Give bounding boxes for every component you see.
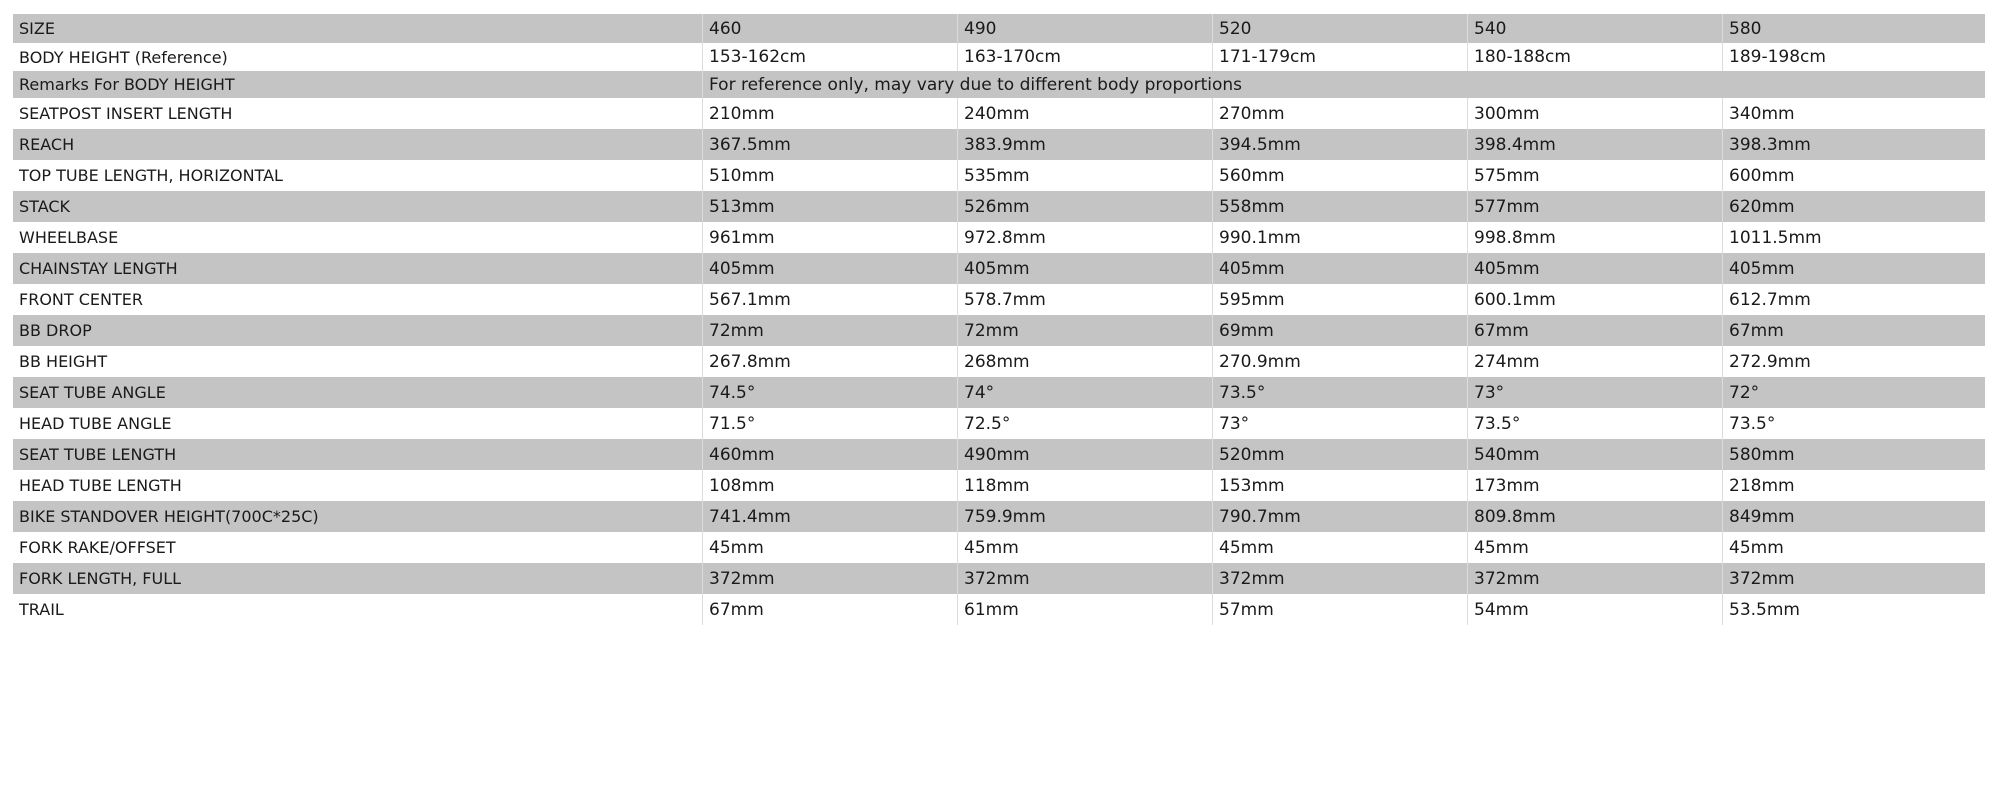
table-cell: 73.5°	[1722, 408, 1985, 439]
table-cell: 189-198cm	[1722, 43, 1985, 71]
row-label: FORK LENGTH, FULL	[19, 569, 182, 588]
row-label: CHAINSTAY LENGTH	[19, 259, 178, 278]
table-cell: 270mm	[1212, 98, 1467, 129]
table-cell: 558mm	[1212, 191, 1467, 222]
table-cell: 405mm	[957, 253, 1212, 284]
table-cell: 45mm	[1467, 532, 1722, 563]
table-cell: 153mm	[1212, 470, 1467, 501]
table-cell: 73°	[1467, 377, 1722, 408]
table-cell: 990.1mm	[1212, 222, 1467, 253]
table-cell: 849mm	[1722, 501, 1985, 532]
table-cell: 54mm	[1467, 594, 1722, 625]
table-cell: 560mm	[1212, 160, 1467, 191]
table-cell: 108mm	[702, 470, 957, 501]
table-cell: 526mm	[957, 191, 1212, 222]
table-cell: 398.4mm	[1467, 129, 1722, 160]
row-label: SEATPOST INSERT LENGTH	[19, 104, 233, 123]
table-cell: 620mm	[1722, 191, 1985, 222]
geometry-table	[13, 14, 1985, 625]
row-label: HEAD TUBE LENGTH	[19, 476, 182, 495]
table-cell: 540mm	[1467, 439, 1722, 470]
table-row	[13, 315, 1985, 346]
table-cell: 1011.5mm	[1722, 222, 1985, 253]
table-cell: 405mm	[702, 253, 957, 284]
table-cell: 790.7mm	[1212, 501, 1467, 532]
table-cell: 180-188cm	[1467, 43, 1722, 71]
table-cell: 398.3mm	[1722, 129, 1985, 160]
row-label: Remarks For BODY HEIGHT	[19, 75, 235, 94]
row-label: HEAD TUBE ANGLE	[19, 414, 172, 433]
table-cell: 367.5mm	[702, 129, 957, 160]
table-cell: 394.5mm	[1212, 129, 1467, 160]
table-cell: 72°	[1722, 377, 1985, 408]
table-cell: 71.5°	[702, 408, 957, 439]
row-label: TOP TUBE LENGTH, HORIZONTAL	[19, 166, 283, 185]
table-row	[13, 563, 1985, 594]
table-cell: 520mm	[1212, 439, 1467, 470]
row-label: BB DROP	[19, 321, 92, 340]
table-row	[13, 470, 1985, 501]
table-cell: 74°	[957, 377, 1212, 408]
table-cell: 580	[1722, 14, 1985, 43]
table-cell: 45mm	[1722, 532, 1985, 563]
table-cell: 405mm	[1722, 253, 1985, 284]
row-label: WHEELBASE	[19, 228, 119, 247]
table-cell: 372mm	[957, 563, 1212, 594]
table-cell: 490	[957, 14, 1212, 43]
table-row	[13, 14, 1985, 43]
row-label: TRAIL	[19, 600, 64, 619]
table-row	[13, 71, 1985, 98]
table-cell: 809.8mm	[1467, 501, 1722, 532]
table-cell: 118mm	[957, 470, 1212, 501]
table-cell: 595mm	[1212, 284, 1467, 315]
table-cell: 171-179cm	[1212, 43, 1467, 71]
table-row	[13, 253, 1985, 284]
table-cell: 45mm	[1212, 532, 1467, 563]
table-cell: 57mm	[1212, 594, 1467, 625]
table-cell: 372mm	[1722, 563, 1985, 594]
table-cell: 535mm	[957, 160, 1212, 191]
table-row	[13, 129, 1985, 160]
table-cell: 268mm	[957, 346, 1212, 377]
table-row	[13, 594, 1985, 625]
table-cell: 67mm	[1722, 315, 1985, 346]
table-cell: 612.7mm	[1722, 284, 1985, 315]
table-cell: 300mm	[1467, 98, 1722, 129]
table-row	[13, 222, 1985, 253]
table-row	[13, 501, 1985, 532]
table-cell: 372mm	[1212, 563, 1467, 594]
table-row	[13, 408, 1985, 439]
table-cell: 45mm	[702, 532, 957, 563]
table-cell: 61mm	[957, 594, 1212, 625]
table-cell: 575mm	[1467, 160, 1722, 191]
table-cell: 73°	[1212, 408, 1467, 439]
table-row	[13, 346, 1985, 377]
table-cell: 67mm	[1467, 315, 1722, 346]
table-row	[13, 284, 1985, 315]
table-cell: 274mm	[1467, 346, 1722, 377]
table-cell: 520	[1212, 14, 1467, 43]
table-cell: 513mm	[702, 191, 957, 222]
row-label: REACH	[19, 135, 75, 154]
row-label: SIZE	[19, 19, 55, 38]
table-cell: 490mm	[957, 439, 1212, 470]
table-cell: 163-170cm	[957, 43, 1212, 71]
table-row	[13, 43, 1985, 71]
table-cell: 45mm	[957, 532, 1212, 563]
row-label: STACK	[19, 197, 71, 216]
table-cell: 267.8mm	[702, 346, 957, 377]
table-cell: 972.8mm	[957, 222, 1212, 253]
table-cell: 383.9mm	[957, 129, 1212, 160]
table-cell: 53.5mm	[1722, 594, 1985, 625]
row-label: SEAT TUBE LENGTH	[19, 445, 177, 464]
table-cell: 340mm	[1722, 98, 1985, 129]
table-cell: 210mm	[702, 98, 957, 129]
table-cell: 460mm	[702, 439, 957, 470]
table-cell: 240mm	[957, 98, 1212, 129]
table-cell: 74.5°	[702, 377, 957, 408]
table-cell: 73.5°	[1467, 408, 1722, 439]
table-row	[13, 160, 1985, 191]
table-cell: 510mm	[702, 160, 957, 191]
table-row	[13, 439, 1985, 470]
table-row	[13, 532, 1985, 563]
table-cell: 272.9mm	[1722, 346, 1985, 377]
table-cell: 372mm	[702, 563, 957, 594]
table-cell: 72mm	[702, 315, 957, 346]
table-cell: 600.1mm	[1467, 284, 1722, 315]
table-cell: 72.5°	[957, 408, 1212, 439]
table-cell: 67mm	[702, 594, 957, 625]
table-cell: 759.9mm	[957, 501, 1212, 532]
table-row	[13, 98, 1985, 129]
table-cell: 540	[1467, 14, 1722, 43]
table-cell: 741.4mm	[702, 501, 957, 532]
row-label: FRONT CENTER	[19, 290, 143, 309]
table-cell: 405mm	[1212, 253, 1467, 284]
table-cell: 580mm	[1722, 439, 1985, 470]
table-row	[13, 191, 1985, 222]
table-cell: 961mm	[702, 222, 957, 253]
table-cell: 578.7mm	[957, 284, 1212, 315]
table-cell: 72mm	[957, 315, 1212, 346]
row-label: BB HEIGHT	[19, 352, 108, 371]
table-cell: 153-162cm	[702, 43, 957, 71]
table-cell: 460	[702, 14, 957, 43]
table-cell: 372mm	[1467, 563, 1722, 594]
row-label: BODY HEIGHT (Reference)	[19, 47, 228, 67]
table-cell: 567.1mm	[702, 284, 957, 315]
row-label: SEAT TUBE ANGLE	[19, 383, 166, 402]
table-cell: 69mm	[1212, 315, 1467, 346]
table-cell: 600mm	[1722, 160, 1985, 191]
row-label: BIKE STANDOVER HEIGHT(700C*25C)	[19, 507, 319, 526]
row-note: For reference only, may vary due to different body proportions	[702, 71, 1985, 98]
row-label: FORK RAKE/OFFSET	[19, 538, 176, 557]
table-cell: 73.5°	[1212, 377, 1467, 408]
table-cell: 998.8mm	[1467, 222, 1722, 253]
table-cell: 218mm	[1722, 470, 1985, 501]
table-cell: 270.9mm	[1212, 346, 1467, 377]
table-cell: 405mm	[1467, 253, 1722, 284]
table-row	[13, 377, 1985, 408]
table-cell: 173mm	[1467, 470, 1722, 501]
table-cell: 577mm	[1467, 191, 1722, 222]
